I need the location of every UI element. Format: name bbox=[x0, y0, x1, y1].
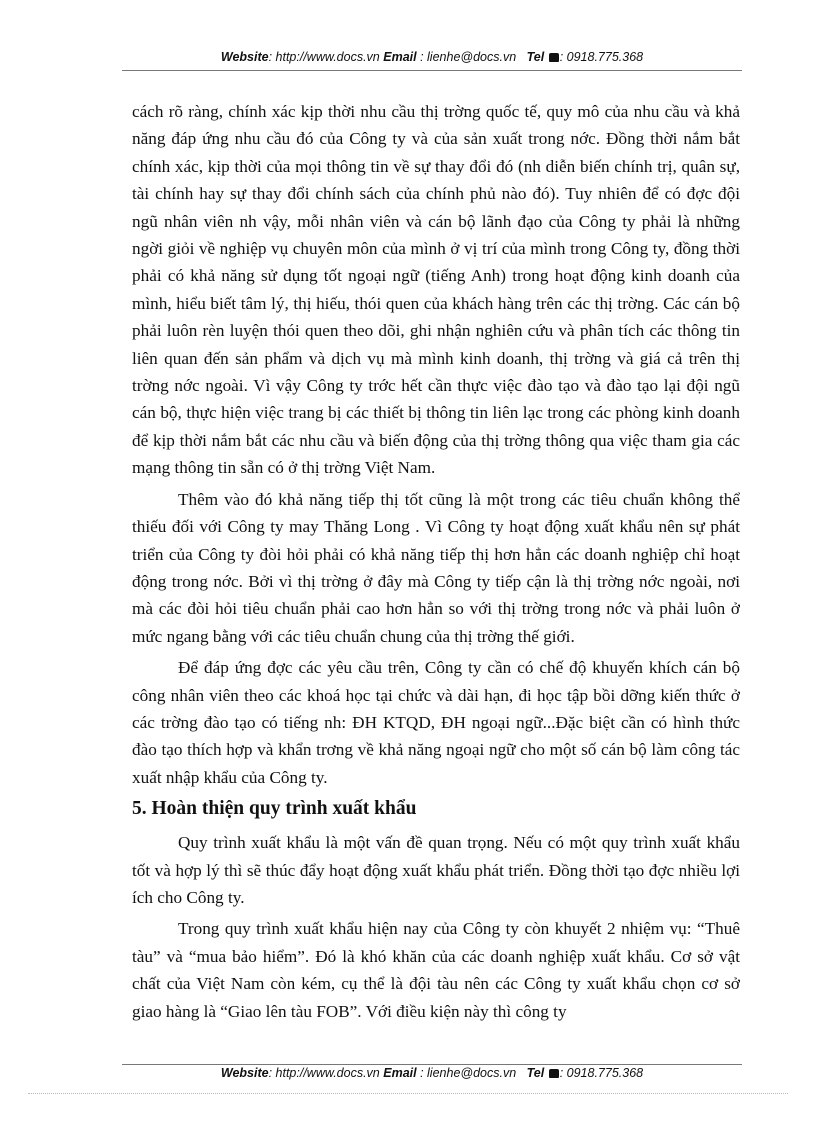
page-header bbox=[122, 50, 742, 64]
footer-divider bbox=[122, 1064, 742, 1065]
paragraph-3: Để đáp ứng đợc các yêu cầu trên, Công ty cần có chế độ khuyến khích cán bộ công nhân viên theo các khoá học tại chức và dài hạn, đi học tập bồi dỡng kiến thức ở các trờng đào tạo có tiếng nh: ĐH KTQD, ĐH ngoại ngữ...Đặc biệt cần có hình thức đào tạo thích hợp và khẩn trơng về khả năng ngoại ngữ cho một số cán bộ làm công tác xuất nhập khẩu của Công ty. bbox=[132, 658, 740, 787]
footer-tel-value: : 0918.775.368 bbox=[559, 1066, 644, 1080]
paragraph-4: Quy trình xuất khẩu là một vấn đề quan trọng. Nếu có một quy trình xuất khẩu tốt và hợp lý thì sẽ thúc đẩy hoạt động xuất khẩu phát triển. Đồng thời tạo đợc nhiều lợi ích cho Công ty. bbox=[132, 833, 740, 907]
page-bottom-dotted-line bbox=[28, 1093, 788, 1094]
header-email-value: : lienhe@docs.vn bbox=[416, 50, 517, 64]
header-tel-value: : 0918.775.368 bbox=[559, 50, 644, 64]
paragraph-2: Thêm vào đó khả năng tiếp thị tốt cũng là một trong các tiêu chuẩn không thể thiếu đối với Công ty may Thăng Long . Vì Công ty hoạt động xuất khẩu nên sự phát triển của Công ty đòi hỏi phải có khả năng tiếp thị hơn hẳn các doanh nghiệp chỉ hoạt động trong nớc. Bởi vì thị trờng ở đây mà Công ty tiếp cận là thị trờng nớc ngoài, nơi mà các đòi hỏi tiêu chuẩn phải cao hơn hẳn so với thị trờng trong nớc và phải luôn ở mức ngang bằng với các tiêu chuẩn chung của thị trờng thế giới. bbox=[132, 489, 740, 646]
header-website-value: : http://www.docs.vn bbox=[268, 50, 380, 64]
header-divider bbox=[122, 70, 742, 71]
phone-icon bbox=[549, 53, 559, 62]
footer-tel-label: Tel bbox=[526, 1066, 545, 1080]
document-body bbox=[132, 98, 740, 1060]
footer-website-value: : http://www.docs.vn bbox=[268, 1066, 380, 1080]
paragraph-5: Trong quy trình xuất khẩu hiện nay của Công ty còn khuyết 2 nhiệm vụ: “Thuê tàu” và “mua bảo hiểm”. Đó là khó khăn của các doanh nghiệp xuất khẩu. Cơ sở vật chất của Việt Nam còn kém, cụ thể là đội tàu nên các Công ty xuất khẩu chọn cơ sở giao hàng là “Giao lên tàu FOB”. Với điều kiện này thì công ty bbox=[132, 919, 740, 1021]
footer-website-label: Website bbox=[220, 1066, 269, 1080]
page-footer bbox=[122, 1066, 742, 1080]
header-website-label: Website bbox=[220, 50, 269, 64]
footer-email-value: : lienhe@docs.vn bbox=[416, 1066, 517, 1080]
section-heading: 5. Hoàn thiện quy trình xuất khẩu bbox=[132, 798, 417, 820]
footer-email-label: Email bbox=[383, 1066, 417, 1080]
paragraph-1: cách rõ ràng, chính xác kịp thời nhu cầu thị trờng quốc tế, quy mô của nhu cầu và khả năng đáp ứng nhu cầu đó của Công ty và của sản xuất trong nớc. Đồng thời nắm bắt chính xác, kịp thời của mọi thông tin về sự thay đổi đó (nh diễn biến chính trị, quân sự, tài chính hay sự thay đổi chính sách của chính phủ nào đó). Tuy nhiên để có đợc đội ngũ nhân viên nh vậy, mỗi nhân viên và cán bộ lãnh đạo của Công ty phải là những ngời giỏi về nghiệp vụ chuyên môn của mình ở vị trí của mình trong Công ty, đồng thời phải có khả năng sử dụng tốt ngoại ngữ (tiếng Anh) trong hoạt động kinh doanh của mình, hiểu biết tâm lý, thị hiếu, thói quen của khách hàng trên các thị trờng. Các cán bộ phải luôn rèn luyện thói quen theo dõi, ghi nhận nghiên cứu và phân tích các thông tin liên quan đến sản phẩm và dịch vụ mà mình kinh doanh, thị trờng và giá cả trên thị trờng nớc ngoài. Vì vậy Công ty trớc hết cần thực việc đào tạo và đào tạo lại đội ngũ cán bộ, thực hiện việc trang bị các thiết bị thông tin liên lạc trong các phòng kinh doanh để kịp thời nắm bắt các nhu cầu và biến động của thị trờng thông qua việc tham gia các mạng thông tin sẵn có ở thị trờng Việt Nam. bbox=[132, 102, 740, 478]
header-tel-label: Tel bbox=[526, 50, 545, 64]
phone-icon bbox=[549, 1069, 559, 1078]
header-email-label: Email bbox=[383, 50, 417, 64]
